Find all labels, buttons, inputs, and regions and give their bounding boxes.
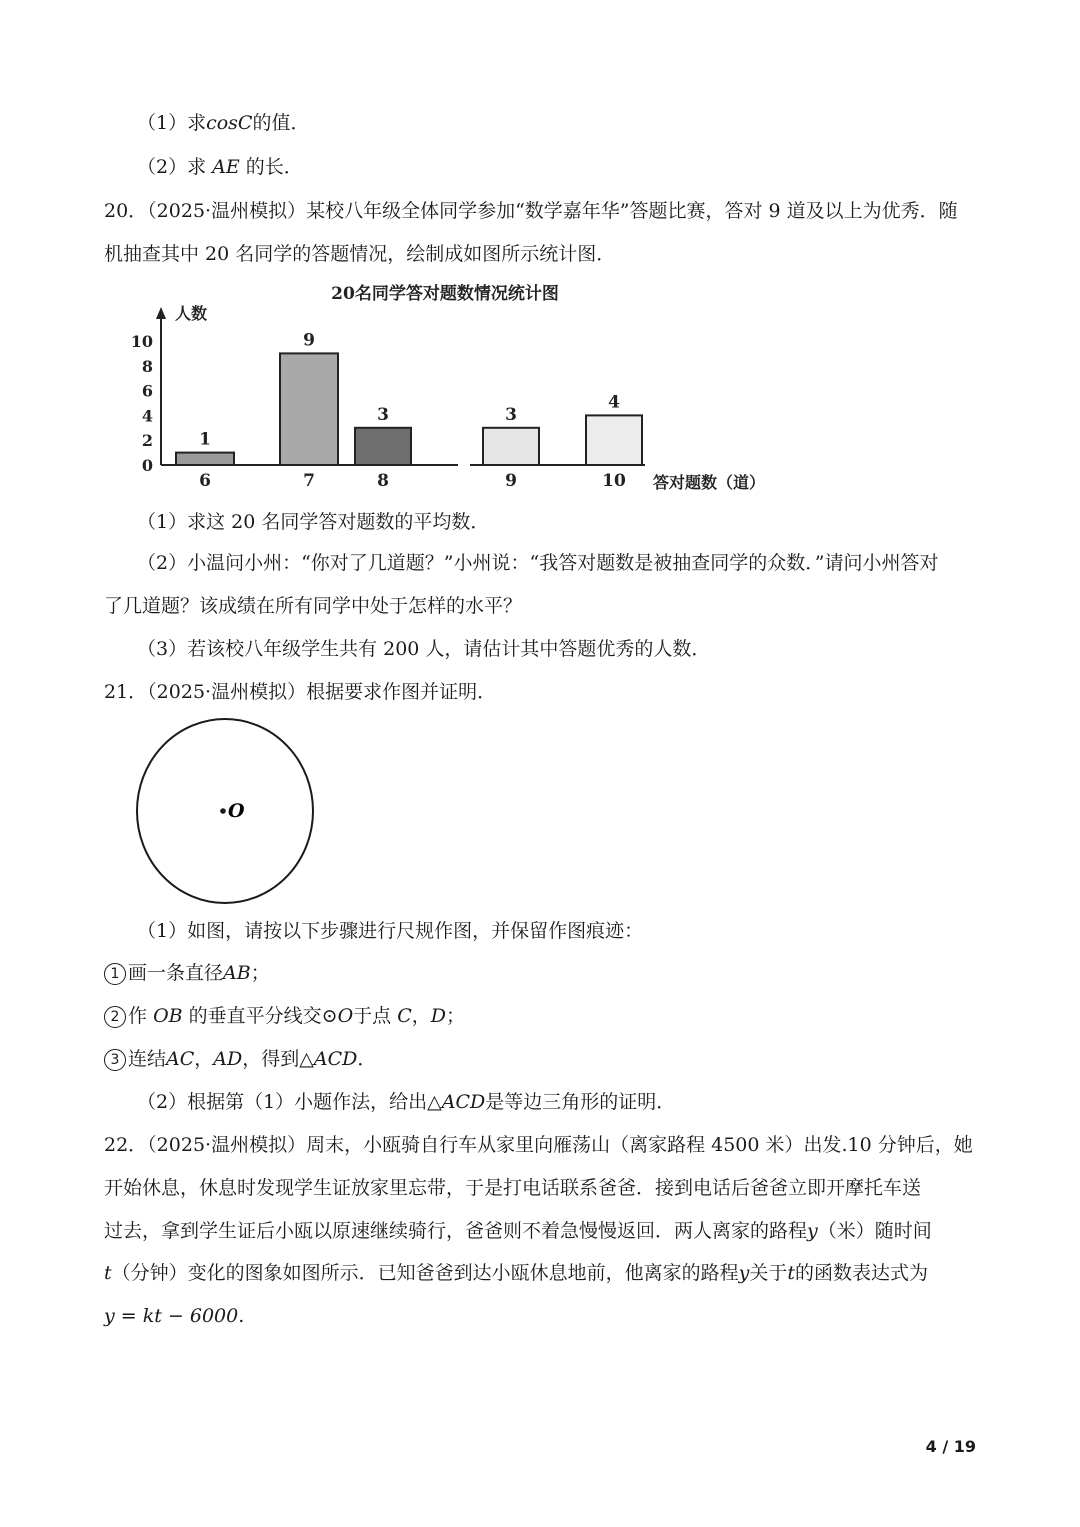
step1-ab: AB	[223, 962, 251, 984]
step2-o: O	[337, 1005, 354, 1027]
x-tick-label: 9	[505, 471, 517, 491]
bar-10	[586, 415, 642, 465]
y-tick-label: 0	[141, 456, 153, 475]
q22-line5-end: .	[238, 1305, 245, 1327]
step3-ac: AC	[166, 1048, 195, 1070]
q21-step2	[104, 1003, 465, 1029]
circle-figure	[130, 714, 320, 909]
bar-value-label: 4	[608, 392, 620, 413]
q22-line3	[104, 1218, 932, 1244]
q22-line5	[104, 1303, 244, 1329]
q22-line3-text: 过去，拿到学生证后小瓯以原速继续骑行，爸爸则不着急慢慢返回．两人离家的路程	[104, 1220, 808, 1242]
step3-ad: AD	[213, 1048, 243, 1070]
step2-c: C	[397, 1005, 412, 1027]
q22-line2: 开始休息，休息时发现学生证放家里忘带，于是打电话联系爸爸．接到电话后爸爸立即开摩托车送	[104, 1177, 922, 1199]
step2-text-e: 于点	[353, 1005, 392, 1027]
page-number: 4 / 19	[925, 1437, 976, 1456]
q19-part1-suffix: 的值．	[252, 112, 310, 134]
q22-line4-y: y	[738, 1262, 750, 1284]
step3-text-a: 连结	[128, 1048, 167, 1070]
chart-xlabel: 答对题数（道）	[653, 473, 766, 492]
y-axis-arrow	[156, 307, 166, 319]
q22-line4-text-c: 的函数表达式为	[795, 1262, 929, 1284]
q19-part2	[137, 154, 303, 180]
step1-end: ；	[250, 962, 270, 984]
bar-value-label: 3	[377, 404, 389, 425]
q21-step1	[104, 960, 270, 986]
y-tick-label: 2	[141, 431, 153, 451]
chart-ylabel: 人数	[175, 304, 208, 323]
step1-text: 画一条直径	[128, 962, 224, 984]
y-tick-label: 8	[141, 356, 153, 376]
q19-part1	[137, 110, 309, 136]
q20-part1: （1）求这 20 名同学答对题数的平均数．	[137, 511, 490, 533]
q19-part2-prefix: （2）求	[137, 156, 207, 178]
q19-part2-expr: AE	[212, 156, 240, 178]
bar-value-label: 3	[505, 404, 517, 425]
bar-value-label: 1	[199, 429, 211, 450]
step3-end: ．	[357, 1048, 377, 1070]
q21-part2-text-a: （2）根据第（1）小题作法，给出△	[137, 1091, 442, 1113]
q22-line4	[104, 1260, 928, 1286]
bar-value-label: 9	[303, 330, 315, 351]
step3-text-e: ，得到△	[242, 1048, 314, 1070]
q22-line1: 22．（2025·温州模拟）周末，小瓯骑自行车从家里向雁荡山（离家路程 4500 米）出发.10 分钟后，她	[104, 1134, 973, 1156]
q20-stem-line2: 机抽查其中 20 名同学的答题情况，绘制成如图所示统计图．	[104, 243, 616, 265]
step2-number: 2	[104, 1006, 126, 1028]
step1-number: 1	[104, 963, 126, 985]
q21-stem: 21．（2025·温州模拟）根据要求作图并证明．	[104, 681, 497, 703]
x-tick-label: 6	[199, 471, 211, 491]
q19-part1-expr: cosC	[206, 112, 253, 134]
bar-7	[280, 353, 338, 465]
x-tick-label: 7	[303, 471, 315, 491]
center-point	[220, 808, 226, 814]
bar-9	[483, 428, 539, 465]
q20-part3: （3）若该校八年级学生共有 200 人，请估计其中答题优秀的人数．	[137, 638, 711, 660]
step2-d: D	[430, 1005, 447, 1027]
step2-comma: ，	[411, 1005, 431, 1027]
x-tick-label: 8	[377, 471, 389, 491]
q21-part2	[137, 1089, 675, 1115]
bar-8	[355, 428, 411, 465]
q21-step3	[104, 1046, 376, 1072]
step3-acd: ACD	[313, 1048, 358, 1070]
q22-line4-t2: t	[787, 1262, 796, 1284]
q22-line4-text-a: （分钟）变化的图象如图所示．已知爸爸到达小瓯休息地前，他离家的路程	[111, 1262, 739, 1284]
bar-chart	[125, 275, 805, 497]
step2-text-a: 作	[128, 1005, 148, 1027]
bar-6	[176, 453, 234, 465]
step2-end: ；	[446, 1005, 466, 1027]
q19-part2-suffix: 的长．	[245, 156, 303, 178]
q22-line4-text-b: 关于	[749, 1262, 788, 1284]
x-tick-label: 10	[602, 471, 626, 491]
step3-comma: ，	[194, 1048, 214, 1070]
y-tick-label: 10	[130, 332, 153, 351]
y-tick-label: 4	[141, 406, 153, 426]
step2-ob: OB	[153, 1005, 183, 1027]
q22-formula: y = kt − 6000	[104, 1305, 239, 1327]
q19-part1-prefix: （1）求	[137, 112, 207, 134]
center-label: O	[228, 800, 245, 822]
step3-number: 3	[104, 1049, 126, 1071]
q22-line3-y: y	[807, 1220, 818, 1242]
q20-part2-line2: 了几道题？该成绩在所有同学中处于怎样的水平？	[104, 595, 523, 617]
q22-line3-end: （米）随时间	[817, 1220, 932, 1242]
q20-part2-line1: （2）小温问小州：“你对了几道题？”小州说：“我答对题数是被抽查同学的众数．”请问小州答对	[137, 552, 939, 574]
q22-line4-t: t	[104, 1262, 112, 1284]
chart-title: 20名同学答对题数情况统计图	[331, 284, 559, 304]
step2-text-c: 的垂直平分线交⊙	[188, 1005, 338, 1027]
q21-part2-text-c: 是等边三角形的证明．	[485, 1091, 676, 1113]
q21-part2-acd: ACD	[441, 1091, 486, 1113]
y-tick-label: 6	[141, 381, 153, 401]
q21-part1: （1）如图，请按以下步骤进行尺规作图，并保留作图痕迹：	[137, 920, 644, 942]
q20-stem-line1: 20．（2025·温州模拟）某校八年级全体同学参加“数学嘉年华”答题比赛，答对 9 道及以上为优秀．随	[104, 200, 958, 222]
